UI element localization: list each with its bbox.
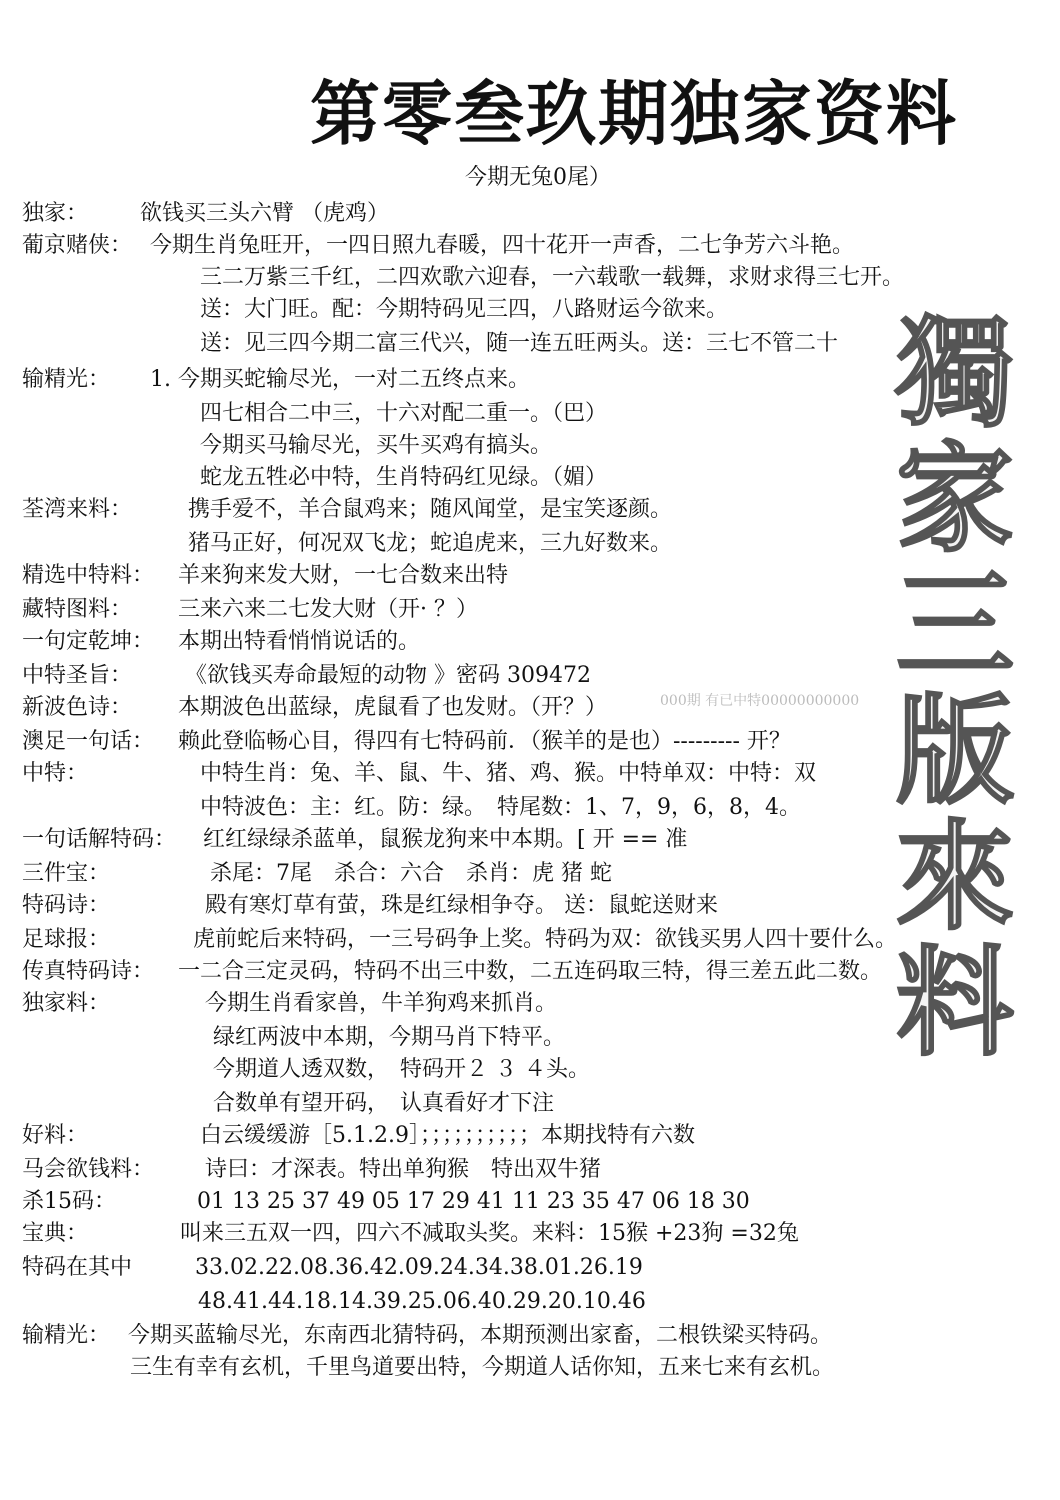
row-label: 荃湾来料：	[22, 497, 133, 522]
row-label: 一句定乾坤：	[22, 629, 155, 654]
row-text: 33.02.22.08.36.42.09.24.34.38.01.26.19	[195, 1255, 643, 1280]
row-label: 中特圣旨：	[22, 663, 133, 688]
watermark-char: 獨	[895, 303, 1014, 442]
row-text: 一二合三定灵码，特码不出三中数，二五连码取三特，得三差五此二数。	[178, 959, 883, 984]
row-text: 《欲钱买寿命最短的动物 》密码 309472	[185, 663, 591, 688]
row-text: 绿红两波中本期，今期马肖下特平。	[213, 1025, 566, 1050]
row-text: 中特生肖：兔、羊、鼠、牛、猪、鸡、猴。中特单双：中特：双	[200, 761, 817, 786]
row-text: 1. 今期买蛇输尽光，一对二五终点来。	[150, 367, 530, 392]
row-label: 杀15码：	[22, 1189, 116, 1214]
row-text: 中特波色：主：红。防：绿。 特尾数：1、7，9，6，8，4。	[200, 795, 801, 820]
row-text: 蛇龙五牲必中特，生肖特码红见绿。（媚）	[200, 465, 608, 490]
row-text: 猪马正好，何况双飞龙；蛇追虎来，三九好数来。	[188, 531, 673, 556]
row-text: 01 13 25 37 49 05 17 29 41 11 23 35 47 06 18 30	[197, 1189, 750, 1214]
watermark-char: 三	[895, 555, 1014, 694]
row-text: 白云缓缓游［5.1.2.9］；；；；；；；；；；本期找特有六数	[200, 1123, 695, 1148]
row-text: 今期生肖兔旺开，一四日照九春暖，四十花开一声香，二七争芳六斗艳。	[150, 233, 855, 258]
row-text: 三来六来二七发大财（开· ？）	[178, 597, 478, 622]
row-text: 欲钱买三头六臂 （虎鸡）	[140, 201, 389, 226]
watermark-char: 料	[895, 933, 1014, 1072]
row-text: 48.41.44.18.14.39.25.06.40.29.20.10.46	[198, 1289, 646, 1314]
row-text: 本期出特看悄悄说话的。	[178, 629, 421, 654]
row-label: 输精光：	[22, 367, 111, 392]
row-text: 本期波色出蓝绿，虎鼠看了也发财。（开？）	[178, 695, 608, 720]
row-label: 新波色诗：	[22, 695, 133, 720]
row-text: 送：见三四今期二富三代兴，随一连五旺两头。送：三七不管二十	[200, 331, 839, 356]
watermark-stamp	[880, 303, 1030, 1072]
row-label: 中特：	[22, 761, 89, 786]
row-label: 特码在其中	[22, 1255, 133, 1280]
row-label: 输精光：	[22, 1323, 111, 1348]
faint-overprint: 000期 有已中特00000000000	[660, 693, 860, 709]
row-label: 澳足一句话：	[22, 729, 155, 754]
row-text: 三二万紫三千红，二四欢歌六迎春，一六载歌一载舞，求财求得三七开。	[200, 265, 905, 290]
row-label: 葡京赌侠：	[22, 233, 133, 258]
row-text: 殿有寒灯草有萤，珠是红绿相争夺。 送：鼠蛇送财来	[205, 893, 718, 918]
row-label: 独家：	[22, 201, 89, 226]
row-label: 足球报：	[22, 927, 111, 952]
row-text: 虎前蛇后来特码，一三号码争上奖。特码为双：欲钱买男人四十要什么。	[193, 927, 898, 952]
watermark-char: 來	[895, 807, 1014, 946]
row-label: 独家料：	[22, 991, 111, 1016]
row-text: 携手爱不，羊合鼠鸡来；随风闻堂，是宝笑逐颜。	[188, 497, 673, 522]
row-text: 三生有幸有玄机，千里鸟道要出特，今期道人话你知，五来七来有玄机。	[130, 1355, 835, 1380]
row-label: 精选中特料：	[22, 563, 155, 588]
page-title: 第零叁玖期独家资料	[310, 72, 958, 155]
row-text: 羊来狗来发大财，一七合数来出特	[178, 563, 509, 588]
row-text: 赖此登临畅心目，得四有七特码前．（猴羊的是也）--------- 开？	[178, 729, 791, 754]
row-label: 马会欲钱料：	[22, 1157, 155, 1182]
row-text: 今期道人透双数， 特码开２ ３ ４头。	[213, 1057, 590, 1082]
row-label: 三件宝：	[22, 861, 111, 886]
subtitle: 今期无兔0尾）	[465, 165, 611, 190]
row-text: 诗曰：才深表。特出单狗猴 特出双牛猪	[205, 1157, 602, 1182]
row-label: 宝典：	[22, 1221, 89, 1246]
row-text: 合数单有望开码， 认真看好才下注	[213, 1091, 555, 1116]
row-label: 藏特图料：	[22, 597, 133, 622]
row-text: 四七相合二中三，十六对配二重一。（巴）	[200, 401, 608, 426]
watermark-char: 版	[895, 681, 1014, 820]
row-text: 叫来三五双一四，四六不减取头奖。来料：15猴 +23狗 =32兔	[180, 1221, 799, 1246]
row-label: 特码诗：	[22, 893, 111, 918]
row-text: 杀尾：7尾 杀合：六合 杀肖：虎 猪 蛇	[210, 861, 612, 886]
watermark-char: 家	[895, 429, 1014, 568]
row-label: 好料：	[22, 1123, 89, 1148]
row-label: 传真特码诗：	[22, 959, 155, 984]
row-text: 今期买马输尽光，买牛买鸡有搞头。	[200, 433, 553, 458]
row-text: 送：大门旺。配：今期特码见三四，八路财运今欲来。	[200, 297, 729, 322]
row-text: 今期生肖看家兽，牛羊狗鸡来抓肖。	[205, 991, 558, 1016]
row-text: 今期买蓝输尽光，东南西北猜特码，本期预测出家畜，二根铁梁买特码。	[128, 1323, 833, 1348]
row-text: 红红绿绿杀蓝单，鼠猴龙狗来中本期。[ 开 == 准	[203, 827, 688, 852]
row-label: 一句话解特码：	[22, 827, 177, 852]
